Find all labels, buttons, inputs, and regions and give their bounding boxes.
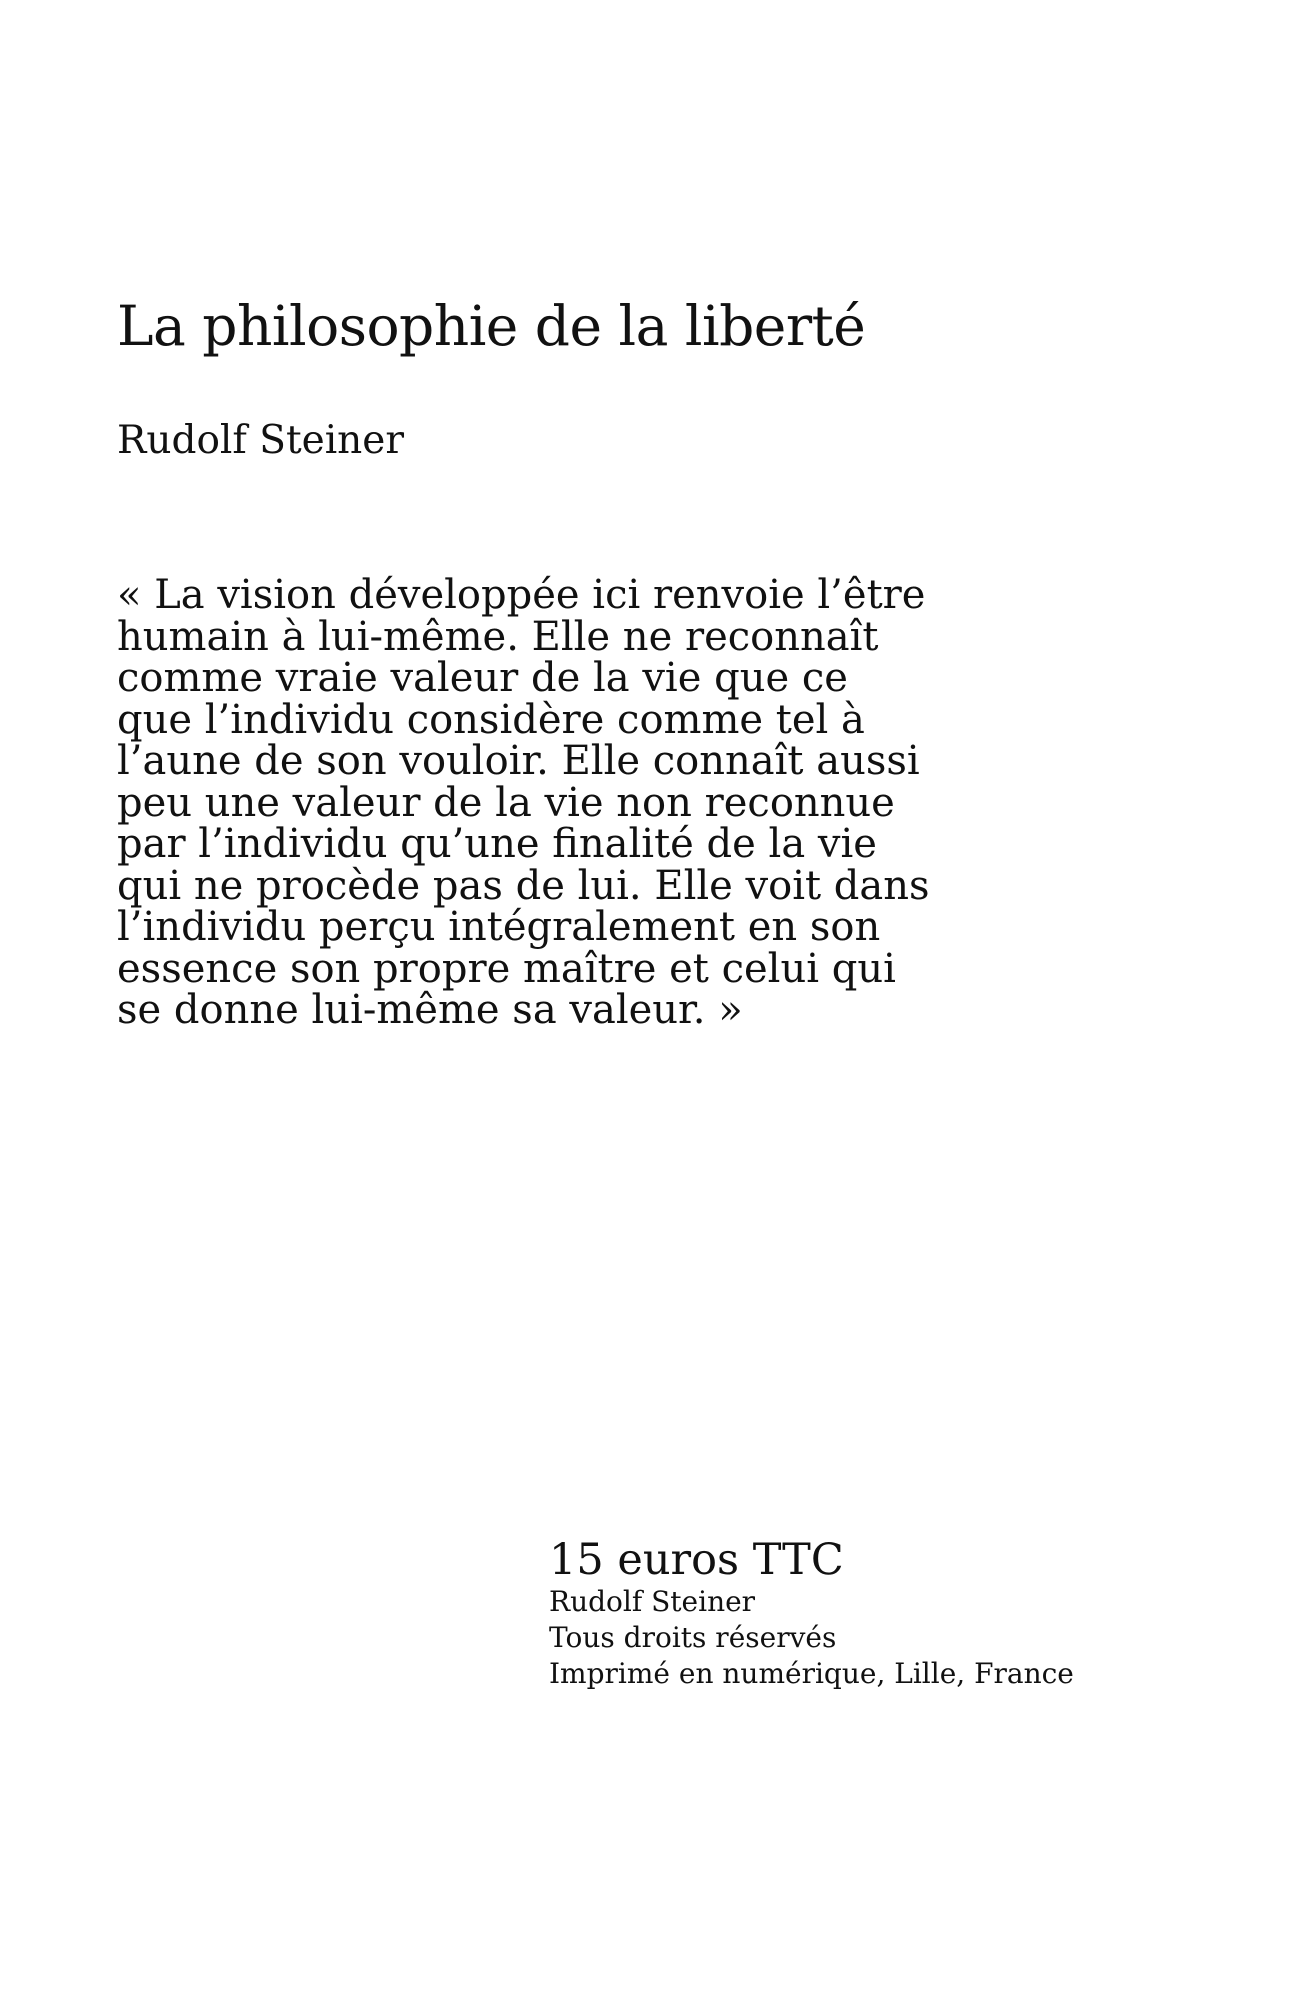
quote-line: peu une valeur de la vie non reconnue bbox=[117, 779, 895, 826]
quote-line: essence son propre maître et celui qui bbox=[117, 945, 896, 992]
quote-line: « La vision développée ici renvoie l’être bbox=[117, 572, 926, 618]
quote-line: l’aune de son vouloir. Elle connaît aussi bbox=[117, 738, 920, 784]
quote-line: que l’individu considère comme tel à bbox=[117, 696, 865, 743]
book-author: Rudolf Steiner bbox=[117, 418, 405, 463]
colophon-author: Rudolf Steiner bbox=[549, 1585, 756, 1619]
printing-notice: Imprimé en numérique, Lille, France bbox=[549, 1657, 1074, 1691]
quote-line: humain à lui-même. Elle ne reconnaît bbox=[117, 613, 879, 660]
quote-line: par l’individu qu’une finalité de la vie bbox=[117, 821, 877, 867]
quote-line: l’individu perçu intégralement en son bbox=[117, 904, 881, 950]
blurb-quote bbox=[117, 572, 977, 1033]
quote-line: se donne lui-même sa valeur. » bbox=[117, 987, 743, 1033]
book-title: La philosophie de la liberté bbox=[117, 294, 866, 358]
price-label: 15 euros TTC bbox=[549, 1535, 844, 1585]
colophon bbox=[549, 1537, 1249, 1692]
rights-notice: Tous droits réservés bbox=[549, 1621, 837, 1655]
quote-line: comme vraie valeur de la vie que ce bbox=[117, 655, 848, 701]
quote-line: qui ne procède pas de lui. Elle voit dans bbox=[117, 862, 930, 909]
